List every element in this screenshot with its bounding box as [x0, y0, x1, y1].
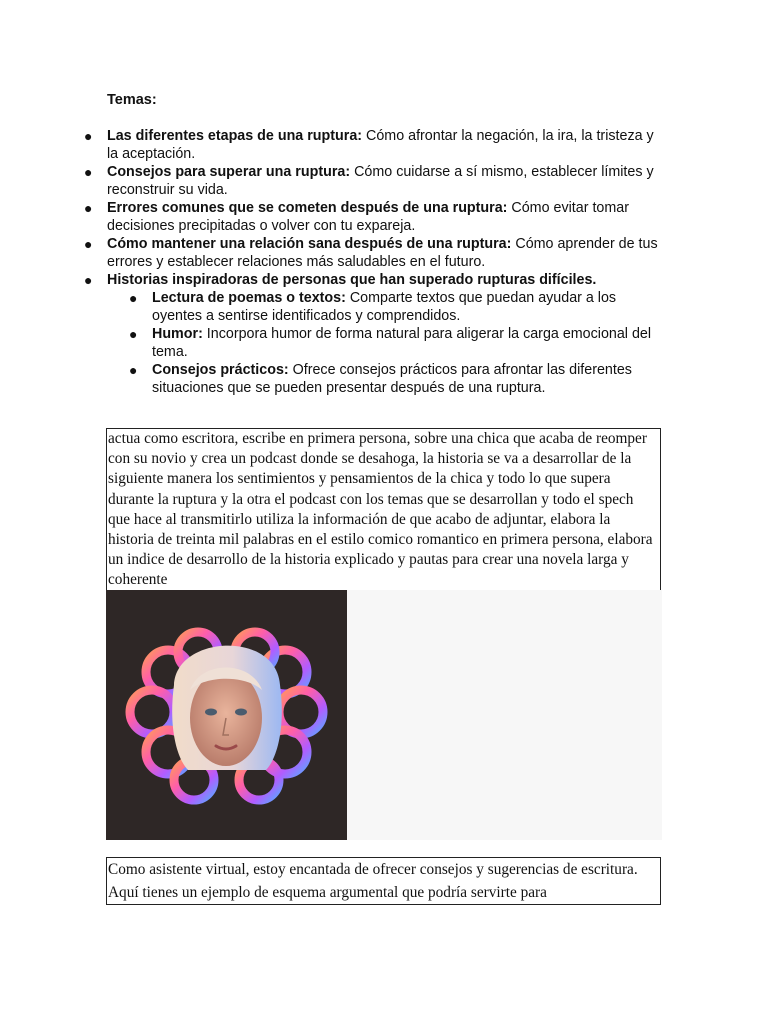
topic-text: Cómo cuidarse a sí mismo, establecer límites y reconstruir su vida.: [107, 164, 654, 198]
subtopic-text: Ofrece consejos prácticos para afrontar las diferentes situaciones que se pueden presentar después de una ruptura.: [152, 362, 632, 396]
prompt-text-box: actua como escritora, escribe en primera persona, sobre una chica que acaba de reomper con su novio y crea un podcast donde se desahoga, la historia se va a desarrollar de la siguiente manera los sentimientos y pensamientos de la chica y todo lo que supera durante la ruptura y la otra el podcast con los temas que se desarrollan y todo el spech que hace al transmitirlo utiliza la información de que acabo de adjuntar, elabora la historia de treinta mil palabras en el estilo comico romantico en primera persona, elabora un indice de desarrollo de la historia explicado y pautas para crear una novela larga y coherente: [106, 428, 661, 591]
topic-text: Cómo aprender de tus errores y establecer relaciones más saludables en el futuro.: [107, 236, 658, 270]
bullet-icon: ●: [84, 236, 93, 252]
bullet-icon: ●: [129, 290, 138, 306]
list-item: [84, 127, 667, 163]
topic-term: Consejos para superar una ruptura:: [107, 164, 351, 180]
list-item: [129, 289, 667, 325]
portrait-image: [106, 590, 347, 840]
list-item: [84, 235, 667, 271]
subtopics-list: [107, 289, 667, 397]
list-item: [84, 271, 667, 397]
subtopic-text: Comparte textos que puedan ayudar a los oyentes a sentirse identificados y comprendidos.: [152, 290, 617, 324]
list-item: [129, 325, 667, 361]
topic-text: Cómo evitar tomar decisiones precipitadas o volver con tu expareja.: [107, 200, 629, 234]
subtopic-text: Incorpora humor de forma natural para aligerar la carga emocional del tema.: [152, 326, 652, 360]
list-item: [84, 199, 667, 235]
topics-heading: Temas:: [107, 92, 157, 108]
list-item: [129, 361, 667, 397]
avatar-logo-illustration: [106, 590, 347, 840]
subtopic-term: Consejos prácticos:: [152, 362, 289, 378]
bullet-icon: ●: [129, 362, 138, 378]
bullet-icon: ●: [84, 272, 93, 288]
topic-text: Cómo afrontar la negación, la ira, la tristeza y la aceptación.: [107, 128, 654, 162]
bullet-icon: ●: [129, 326, 138, 342]
response-text-box: Como asistente virtual, estoy encantada de ofrecer consejos y sugerencias de escritura. Aquí tienes un ejemplo de esquema argumental que podría servirte para: [106, 857, 661, 905]
topics-list: [84, 127, 667, 397]
bullet-icon: ●: [84, 200, 93, 216]
image-area: [106, 590, 662, 840]
topic-term: Cómo mantener una relación sana después de una ruptura:: [107, 236, 512, 252]
bullet-icon: ●: [84, 128, 93, 144]
bullet-icon: ●: [84, 164, 93, 180]
topic-term: Historias inspiradoras de personas que han superado rupturas difíciles.: [107, 272, 597, 288]
list-item: [84, 163, 667, 199]
topic-term: Errores comunes que se cometen después de una ruptura:: [107, 200, 508, 216]
topic-term: Las diferentes etapas de una ruptura:: [107, 128, 363, 144]
subtopic-term: Humor:: [152, 326, 203, 342]
subtopic-term: Lectura de poemas o textos:: [152, 290, 346, 306]
